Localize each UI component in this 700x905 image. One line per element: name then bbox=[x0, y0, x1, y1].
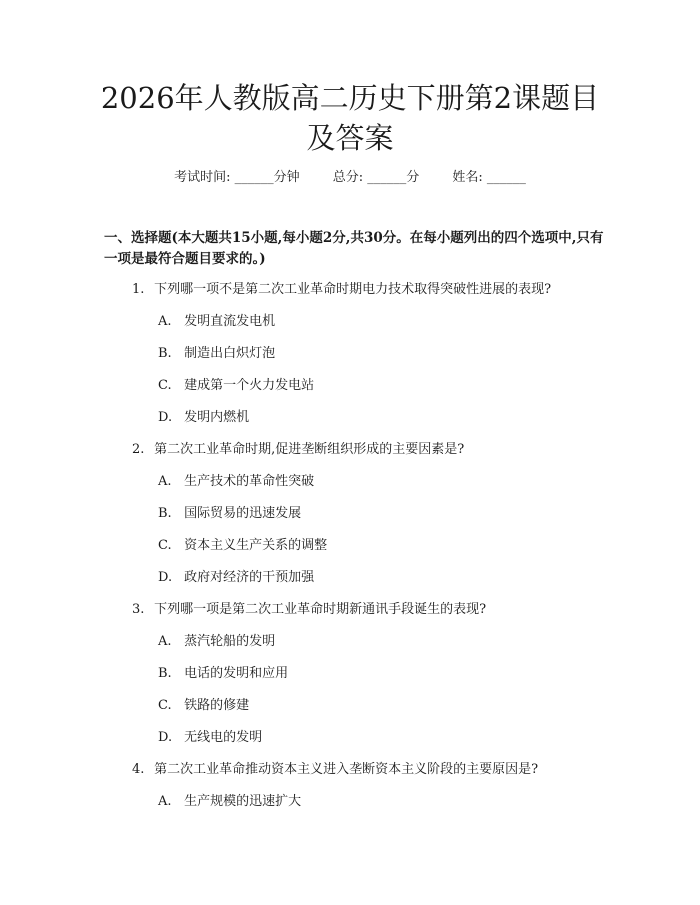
question-3-option-d bbox=[158, 729, 262, 747]
question-1-option-d bbox=[158, 409, 249, 427]
question-3-option-b bbox=[158, 665, 288, 683]
question-1-option-a bbox=[158, 313, 275, 331]
option-text: 电话的发明和应用 bbox=[184, 666, 289, 681]
time-blank: ______ bbox=[234, 170, 274, 185]
question-text: 第二次工业革命推动资本主义进入垄断资本主义阶段的主要原因是? bbox=[154, 762, 539, 777]
question-3 bbox=[132, 601, 486, 619]
score-label: 总分: bbox=[332, 170, 364, 185]
score-unit: 分 bbox=[406, 170, 420, 185]
question-3-option-a bbox=[158, 633, 275, 651]
option-letter: B. bbox=[158, 506, 172, 521]
question-2-option-c bbox=[158, 537, 327, 555]
question-2-option-a bbox=[158, 473, 314, 491]
question-number: 3. bbox=[132, 602, 145, 617]
question-text: 下列哪一项不是第二次工业革命时期电力技术取得突破性进展的表现? bbox=[154, 282, 552, 297]
option-letter: B. bbox=[158, 346, 172, 361]
option-text: 生产规模的迅速扩大 bbox=[184, 794, 302, 809]
question-text: 下列哪一项是第二次工业革命时期新通讯手段诞生的表现? bbox=[154, 602, 487, 617]
question-4-option-a bbox=[158, 793, 301, 811]
name-blank: ______ bbox=[486, 170, 526, 185]
option-text: 政府对经济的干预加强 bbox=[184, 570, 315, 585]
question-2-option-d bbox=[158, 569, 314, 587]
option-text: 蒸汽轮船的发明 bbox=[184, 634, 276, 649]
option-letter: D. bbox=[158, 570, 173, 585]
name-label: 姓名: bbox=[452, 170, 483, 185]
option-letter: A. bbox=[158, 314, 172, 329]
option-text: 铁路的修建 bbox=[184, 698, 250, 713]
question-1-option-b bbox=[158, 345, 275, 363]
question-text: 第二次工业革命时期,促进垄断组织形成的主要因素是? bbox=[154, 442, 465, 457]
option-letter: D. bbox=[158, 730, 173, 745]
option-text: 制造出白炽灯泡 bbox=[184, 346, 276, 361]
section-heading: 一、选择题(本大题共15小题,每小题2分,共30分。在每小题列出的四个选项中,只有一项是最符合题目要求的。) bbox=[104, 230, 604, 267]
page-title: 2026年人教版高二历史下册第2课题目及答案 bbox=[100, 81, 600, 155]
option-text: 无线电的发明 bbox=[184, 730, 263, 745]
option-letter: A. bbox=[158, 794, 172, 809]
question-1-option-c bbox=[158, 377, 314, 395]
option-letter: C. bbox=[158, 698, 172, 713]
option-letter: C. bbox=[158, 378, 172, 393]
option-letter: D. bbox=[158, 410, 173, 425]
option-text: 发明内燃机 bbox=[184, 410, 250, 425]
question-number: 2. bbox=[132, 442, 145, 457]
exam-info-line bbox=[0, 169, 700, 187]
option-text: 资本主义生产关系的调整 bbox=[184, 538, 328, 553]
question-4 bbox=[132, 761, 538, 779]
option-text: 生产技术的革命性突破 bbox=[184, 474, 315, 489]
time-label: 考试时间: bbox=[174, 170, 231, 185]
question-3-option-c bbox=[158, 697, 249, 715]
option-text: 发明直流发电机 bbox=[184, 314, 276, 329]
option-text: 国际贸易的迅速发展 bbox=[184, 506, 302, 521]
question-2-option-b bbox=[158, 505, 301, 523]
option-letter: C. bbox=[158, 538, 172, 553]
option-letter: B. bbox=[158, 666, 172, 681]
question-2 bbox=[132, 441, 464, 459]
question-1 bbox=[132, 281, 551, 299]
time-unit: 分钟 bbox=[273, 170, 300, 185]
option-text: 建成第一个火力发电站 bbox=[184, 378, 315, 393]
option-letter: A. bbox=[158, 474, 172, 489]
option-letter: A. bbox=[158, 634, 172, 649]
question-number: 4. bbox=[132, 762, 145, 777]
question-number: 1. bbox=[132, 282, 145, 297]
score-blank: ______ bbox=[367, 170, 407, 185]
